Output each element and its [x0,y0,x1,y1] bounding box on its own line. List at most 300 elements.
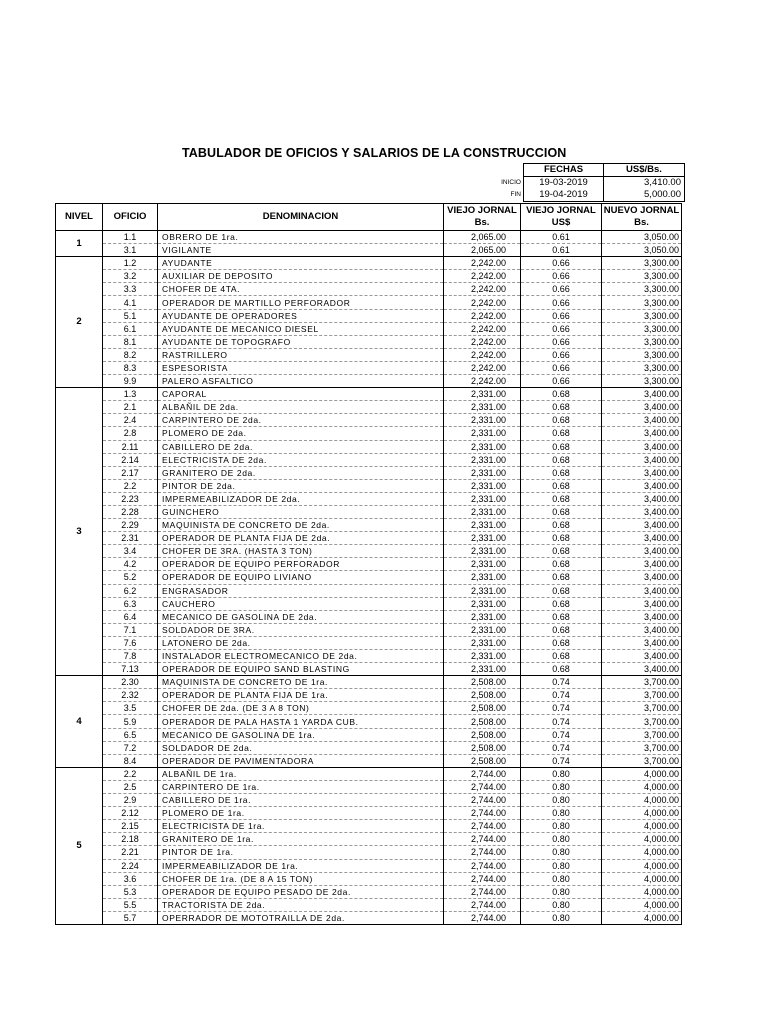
denominacion-cell: GUINCHERO [158,505,444,518]
table-row [56,754,682,767]
table-row [56,492,682,505]
denominacion-cell: LATONERO DE 2da. [158,636,444,649]
table-row [56,872,682,885]
viejo-usd-cell: 0.66 [521,296,602,309]
table-row [56,807,682,820]
table-row [56,401,682,414]
viejo-bs-cell: 2,331.00 [444,401,521,414]
denominacion-cell: ENGRASADOR [158,584,444,597]
table-row [56,767,682,780]
denominacion-cell: ELECTRICISTA DE 1ra. [158,820,444,833]
oficio-cell: 2.5 [103,780,158,793]
oficio-cell: 2.31 [103,532,158,545]
denominacion-cell: ALBAÑIL DE 1ra. [158,767,444,780]
viejo-usd-cell: 0.80 [521,911,602,924]
viejo-usd-cell: 0.68 [521,597,602,610]
viejo-bs-cell: 2,331.00 [444,663,521,676]
oficio-cell: 1.1 [103,231,158,244]
nuevo-bs-cell: 4,000.00 [602,846,682,859]
viejo-bs-cell: 2,508.00 [444,689,521,702]
denominacion-cell: CARPINTERO DE 2da. [158,414,444,427]
table-row [56,689,682,702]
table-row [56,623,682,636]
viejo-bs-cell: 2,331.00 [444,532,521,545]
nuevo-bs-cell: 4,000.00 [602,885,682,898]
denominacion-cell: GRANITERO DE 2da. [158,466,444,479]
denominacion-cell: MECANICO DE GASOLINA DE 2da. [158,610,444,623]
viejo-bs-cell: 2,242.00 [444,270,521,283]
salary-table [55,203,682,925]
oficio-cell: 6.5 [103,728,158,741]
viejo-bs-cell: 2,744.00 [444,833,521,846]
viejo-usd-cell: 0.80 [521,833,602,846]
viejo-usd-cell: 0.66 [521,283,602,296]
nuevo-bs-cell: 3,300.00 [602,322,682,335]
nivel-cell: 4 [56,676,103,768]
nuevo-bs-cell: 3,700.00 [602,728,682,741]
oficio-cell: 2.2 [103,767,158,780]
viejo-usd-cell: 0.68 [521,401,602,414]
nuevo-bs-cell: 3,300.00 [602,348,682,361]
viejo-bs-cell: 2,744.00 [444,872,521,885]
oficio-cell: 2.21 [103,846,158,859]
denominacion-cell: OPERADOR DE EQUIPO PERFORADOR [158,558,444,571]
viejo-usd-cell: 0.66 [521,375,602,388]
nuevo-bs-cell: 4,000.00 [602,794,682,807]
oficio-cell: 2.29 [103,519,158,532]
oficio-cell: 7.8 [103,650,158,663]
denominacion-cell: TRACTORISTA DE 2da. [158,898,444,911]
table-row [56,715,682,728]
viejo-usd-cell: 0.66 [521,322,602,335]
nivel-cell: 5 [56,767,103,924]
viejo-bs-cell: 2,065.00 [444,231,521,244]
oficio-cell: 5.1 [103,309,158,322]
denominacion-cell: RASTRILLERO [158,348,444,361]
table-row [56,322,682,335]
viejo-bs-cell: 2,331.00 [444,636,521,649]
viejo-usd-cell: 0.80 [521,846,602,859]
nuevo-bs-cell: 3,400.00 [602,610,682,623]
nuevo-bs-cell: 3,400.00 [602,427,682,440]
oficio-cell: 4.2 [103,558,158,571]
denominacion-cell: AYUDANTE DE MECANICO DIESEL [158,322,444,335]
viejo-usd-cell: 0.68 [521,650,602,663]
viejo-bs-cell: 2,065.00 [444,244,521,257]
header-viejo-usd: VIEJO JORNAL US$ [521,204,602,231]
dates-table [492,163,685,202]
table-row [56,414,682,427]
fin-label: FIN [510,191,521,199]
nuevo-bs-cell: 3,400.00 [602,597,682,610]
nuevo-bs-cell: 4,000.00 [602,767,682,780]
table-row [56,636,682,649]
viejo-bs-cell: 2,242.00 [444,296,521,309]
nuevo-bs-cell: 3,400.00 [602,466,682,479]
table-row [56,388,682,401]
viejo-bs-cell: 2,242.00 [444,309,521,322]
header-viejo-bs: VIEJO JORNAL Bs. [444,204,521,231]
nuevo-bs-cell: 3,700.00 [602,754,682,767]
viejo-usd-cell: 0.68 [521,663,602,676]
nuevo-bs-cell: 4,000.00 [602,911,682,924]
oficio-cell: 3.6 [103,872,158,885]
viejo-bs-cell: 2,744.00 [444,898,521,911]
viejo-bs-cell: 2,331.00 [444,414,521,427]
viejo-bs-cell: 2,508.00 [444,728,521,741]
viejo-bs-cell: 2,331.00 [444,427,521,440]
fin-fecha: 19-04-2019 [524,189,604,202]
viejo-usd-cell: 0.74 [521,715,602,728]
viejo-bs-cell: 2,331.00 [444,558,521,571]
denominacion-cell: OPERADOR DE EQUIPO LIVIANO [158,571,444,584]
viejo-bs-cell: 2,744.00 [444,859,521,872]
nuevo-bs-cell: 3,300.00 [602,296,682,309]
viejo-usd-cell: 0.66 [521,309,602,322]
viejo-bs-cell: 2,242.00 [444,335,521,348]
viejo-usd-cell: 0.68 [521,427,602,440]
denominacion-cell: OPERADOR DE PAVIMENTADORA [158,754,444,767]
nuevo-bs-cell: 3,300.00 [602,335,682,348]
viejo-usd-cell: 0.68 [521,571,602,584]
page-title: TABULADOR DE OFICIOS Y SALARIOS DE LA CONSTRUCCION [182,146,567,160]
viejo-usd-cell: 0.68 [521,636,602,649]
denominacion-cell: OPERADOR DE PALA HASTA 1 YARDA CUB. [158,715,444,728]
viejo-bs-cell: 2,744.00 [444,911,521,924]
nuevo-bs-cell: 3,700.00 [602,689,682,702]
viejo-usd-cell: 0.68 [521,584,602,597]
oficio-cell: 1.2 [103,257,158,270]
oficio-cell: 5.7 [103,911,158,924]
denominacion-cell: MAQUINISTA DE CONCRETO DE 2da. [158,519,444,532]
denominacion-cell: IMPERMEABILIZADOR DE 2da. [158,492,444,505]
table-row [56,820,682,833]
denominacion-cell: OPERADOR DE PLANTA FIJA DE 2da. [158,532,444,545]
viejo-usd-cell: 0.68 [521,453,602,466]
viejo-bs-cell: 2,331.00 [444,597,521,610]
table-row [56,427,682,440]
nuevo-bs-cell: 3,400.00 [602,532,682,545]
table-row [56,453,682,466]
inicio-fecha: 19-03-2019 [524,177,604,190]
denominacion-cell: MECANICO DE GASOLINA DE 1ra. [158,728,444,741]
oficio-cell: 6.3 [103,597,158,610]
oficio-cell: 2.32 [103,689,158,702]
viejo-bs-cell: 2,331.00 [444,388,521,401]
denominacion-cell: CARPINTERO DE 1ra. [158,780,444,793]
nuevo-bs-cell: 3,300.00 [602,270,682,283]
oficio-cell: 2.11 [103,440,158,453]
table-row [56,584,682,597]
oficio-cell: 2.17 [103,466,158,479]
viejo-bs-cell: 2,242.00 [444,361,521,374]
table-row [56,361,682,374]
nuevo-bs-cell: 3,400.00 [602,440,682,453]
viejo-bs-cell: 2,242.00 [444,375,521,388]
nuevo-bs-cell: 3,400.00 [602,650,682,663]
viejo-bs-cell: 2,331.00 [444,505,521,518]
oficio-cell: 3.2 [103,270,158,283]
denominacion-cell: ELECTRICISTA DE 2da. [158,453,444,466]
nuevo-bs-cell: 3,700.00 [602,676,682,689]
nuevo-bs-cell: 3,300.00 [602,375,682,388]
table-row [56,650,682,663]
nuevo-bs-cell: 3,400.00 [602,519,682,532]
viejo-bs-cell: 2,331.00 [444,623,521,636]
viejo-usd-cell: 0.80 [521,872,602,885]
table-row [56,375,682,388]
viejo-usd-cell: 0.66 [521,348,602,361]
viejo-usd-cell: 0.74 [521,689,602,702]
viejo-usd-cell: 0.68 [521,623,602,636]
denominacion-cell: PINTOR DE 1ra. [158,846,444,859]
table-row [56,676,682,689]
table-row [56,244,682,257]
viejo-bs-cell: 2,242.00 [444,283,521,296]
table-row [56,505,682,518]
viejo-usd-cell: 0.68 [521,545,602,558]
nuevo-bs-cell: 3,400.00 [602,545,682,558]
table-row [56,702,682,715]
viejo-usd-cell: 0.80 [521,859,602,872]
table-row [56,440,682,453]
viejo-bs-cell: 2,331.00 [444,650,521,663]
viejo-usd-cell: 0.66 [521,335,602,348]
nuevo-bs-cell: 3,400.00 [602,636,682,649]
table-row [56,741,682,754]
viejo-bs-cell: 2,331.00 [444,545,521,558]
viejo-bs-cell: 2,744.00 [444,820,521,833]
oficio-cell: 2.14 [103,453,158,466]
denominacion-cell: MAQUINISTA DE CONCRETO DE 1ra. [158,676,444,689]
nuevo-bs-cell: 3,400.00 [602,571,682,584]
inicio-rate: 3,410.00 [604,177,685,190]
nivel-cell: 3 [56,388,103,676]
oficio-cell: 5.3 [103,885,158,898]
viejo-bs-cell: 2,744.00 [444,794,521,807]
table-row [56,335,682,348]
denominacion-cell: SOLDADOR DE 2da. [158,741,444,754]
denominacion-cell: PLOMERO DE 1ra. [158,807,444,820]
viejo-bs-cell: 2,242.00 [444,348,521,361]
header-oficio: OFICIO [103,204,158,231]
table-row [56,479,682,492]
table-row [56,610,682,623]
denominacion-cell: IMPERMEABILIZADOR DE 1ra. [158,859,444,872]
oficio-cell: 3.5 [103,702,158,715]
viejo-bs-cell: 2,744.00 [444,767,521,780]
oficio-cell: 9.9 [103,375,158,388]
table-row [56,911,682,924]
table-row [56,794,682,807]
nivel-cell: 2 [56,257,103,388]
viejo-usd-cell: 0.74 [521,728,602,741]
viejo-bs-cell: 2,331.00 [444,584,521,597]
denominacion-cell: AYUDANTE [158,257,444,270]
denominacion-cell: CHOFER DE 2da. (DE 3 A 8 TON) [158,702,444,715]
viejo-usd-cell: 0.68 [521,466,602,479]
table-row [56,833,682,846]
viejo-bs-cell: 2,744.00 [444,846,521,859]
header-nivel: NIVEL [56,204,103,231]
viejo-bs-cell: 2,242.00 [444,257,521,270]
oficio-cell: 2.24 [103,859,158,872]
denominacion-cell: AYUDANTE DE OPERADORES [158,309,444,322]
viejo-usd-cell: 0.68 [521,388,602,401]
oficio-cell: 7.1 [103,623,158,636]
nuevo-bs-cell: 3,300.00 [602,309,682,322]
oficio-cell: 2.4 [103,414,158,427]
denominacion-cell: OPERADOR DE MARTILLO PERFORADOR [158,296,444,309]
oficio-cell: 6.2 [103,584,158,597]
nuevo-bs-cell: 3,400.00 [602,663,682,676]
viejo-bs-cell: 2,242.00 [444,322,521,335]
oficio-cell: 2.23 [103,492,158,505]
nuevo-bs-cell: 3,400.00 [602,492,682,505]
viejo-usd-cell: 0.74 [521,741,602,754]
nuevo-bs-cell: 3,400.00 [602,505,682,518]
table-row [56,571,682,584]
table-row [56,519,682,532]
viejo-bs-cell: 2,331.00 [444,492,521,505]
denominacion-cell: CABILLERO DE 2da. [158,440,444,453]
denominacion-cell: VIGILANTE [158,244,444,257]
oficio-cell: 8.4 [103,754,158,767]
viejo-usd-cell: 0.68 [521,440,602,453]
table-row [56,283,682,296]
table-row [56,885,682,898]
viejo-usd-cell: 0.80 [521,794,602,807]
oficio-cell: 4.1 [103,296,158,309]
denominacion-cell: CHOFER DE 4TA. [158,283,444,296]
viejo-bs-cell: 2,508.00 [444,702,521,715]
viejo-usd-cell: 0.68 [521,492,602,505]
oficio-cell: 6.1 [103,322,158,335]
denominacion-cell: PALERO ASFALTICO [158,375,444,388]
denominacion-cell: ALBAÑIL DE 2da. [158,401,444,414]
oficio-cell: 7.6 [103,636,158,649]
viejo-usd-cell: 0.80 [521,807,602,820]
oficio-cell: 3.4 [103,545,158,558]
table-row [56,780,682,793]
nuevo-bs-cell: 3,400.00 [602,401,682,414]
denominacion-cell: OPERRADOR DE MOTOTRAILLA DE 2da. [158,911,444,924]
oficio-cell: 2.1 [103,401,158,414]
oficio-cell: 2.15 [103,820,158,833]
denominacion-cell: AUXILIAR DE DEPOSITO [158,270,444,283]
viejo-usd-cell: 0.80 [521,885,602,898]
rate-header: US$/Bs. [604,164,685,177]
fechas-header: FECHAS [524,164,604,177]
viejo-usd-cell: 0.74 [521,702,602,715]
viejo-usd-cell: 0.68 [521,610,602,623]
nuevo-bs-cell: 3,700.00 [602,702,682,715]
viejo-usd-cell: 0.66 [521,270,602,283]
denominacion-cell: ESPESORISTA [158,361,444,374]
nuevo-bs-cell: 3,400.00 [602,453,682,466]
viejo-bs-cell: 2,331.00 [444,571,521,584]
oficio-cell: 8.2 [103,348,158,361]
denominacion-cell: OPERADOR DE EQUIPO SAND BLASTING [158,663,444,676]
oficio-cell: 7.2 [103,741,158,754]
table-row [56,532,682,545]
viejo-usd-cell: 0.80 [521,898,602,911]
viejo-bs-cell: 2,331.00 [444,466,521,479]
nuevo-bs-cell: 4,000.00 [602,833,682,846]
denominacion-cell: PINTOR DE 2da. [158,479,444,492]
oficio-cell: 3.3 [103,283,158,296]
table-row [56,309,682,322]
table-row [56,545,682,558]
oficio-cell: 8.1 [103,335,158,348]
table-body [56,231,682,925]
oficio-cell: 2.2 [103,479,158,492]
nuevo-bs-cell: 3,400.00 [602,388,682,401]
nuevo-bs-cell: 3,300.00 [602,283,682,296]
viejo-usd-cell: 0.66 [521,257,602,270]
viejo-bs-cell: 2,508.00 [444,676,521,689]
viejo-usd-cell: 0.80 [521,767,602,780]
oficio-cell: 2.8 [103,427,158,440]
oficio-cell: 2.28 [103,505,158,518]
viejo-usd-cell: 0.61 [521,244,602,257]
table-row [56,898,682,911]
nuevo-bs-cell: 4,000.00 [602,820,682,833]
denominacion-cell: OPERADOR DE PLANTA FIJA DE 1ra. [158,689,444,702]
viejo-bs-cell: 2,744.00 [444,885,521,898]
fin-rate: 5,000.00 [604,189,685,202]
nuevo-bs-cell: 3,300.00 [602,257,682,270]
denominacion-cell: CHOFER DE 3RA. (HASTA 3 TON) [158,545,444,558]
oficio-cell: 5.2 [103,571,158,584]
oficio-cell: 2.30 [103,676,158,689]
table-row [56,296,682,309]
nuevo-bs-cell: 4,000.00 [602,898,682,911]
viejo-usd-cell: 0.80 [521,820,602,833]
viejo-usd-cell: 0.74 [521,754,602,767]
nuevo-bs-cell: 3,300.00 [602,361,682,374]
viejo-bs-cell: 2,331.00 [444,453,521,466]
nuevo-bs-cell: 3,400.00 [602,584,682,597]
viejo-bs-cell: 2,331.00 [444,440,521,453]
header-nuevo: NUEVO JORNAL Bs. [602,204,682,231]
table-row [56,663,682,676]
table-row [56,859,682,872]
oficio-cell: 1.3 [103,388,158,401]
table-row [56,846,682,859]
inicio-label: INICIO [501,178,521,186]
denominacion-cell: GRANITERO DE 1ra. [158,833,444,846]
nivel-cell: 1 [56,231,103,257]
denominacion-cell: SOLDADOR DE 3RA. [158,623,444,636]
nuevo-bs-cell: 3,050.00 [602,244,682,257]
table-row [56,728,682,741]
denominacion-cell: CAUCHERO [158,597,444,610]
table-row [56,231,682,244]
oficio-cell: 3.1 [103,244,158,257]
viejo-usd-cell: 0.68 [521,558,602,571]
viejo-bs-cell: 2,331.00 [444,479,521,492]
viejo-bs-cell: 2,744.00 [444,807,521,820]
oficio-cell: 8.3 [103,361,158,374]
viejo-bs-cell: 2,331.00 [444,610,521,623]
header-denominacion: DENOMINACION [158,204,444,231]
nuevo-bs-cell: 4,000.00 [602,872,682,885]
table-row [56,597,682,610]
denominacion-cell: OPERADOR DE EQUIPO PESADO DE 2da. [158,885,444,898]
nuevo-bs-cell: 3,400.00 [602,623,682,636]
viejo-bs-cell: 2,331.00 [444,519,521,532]
